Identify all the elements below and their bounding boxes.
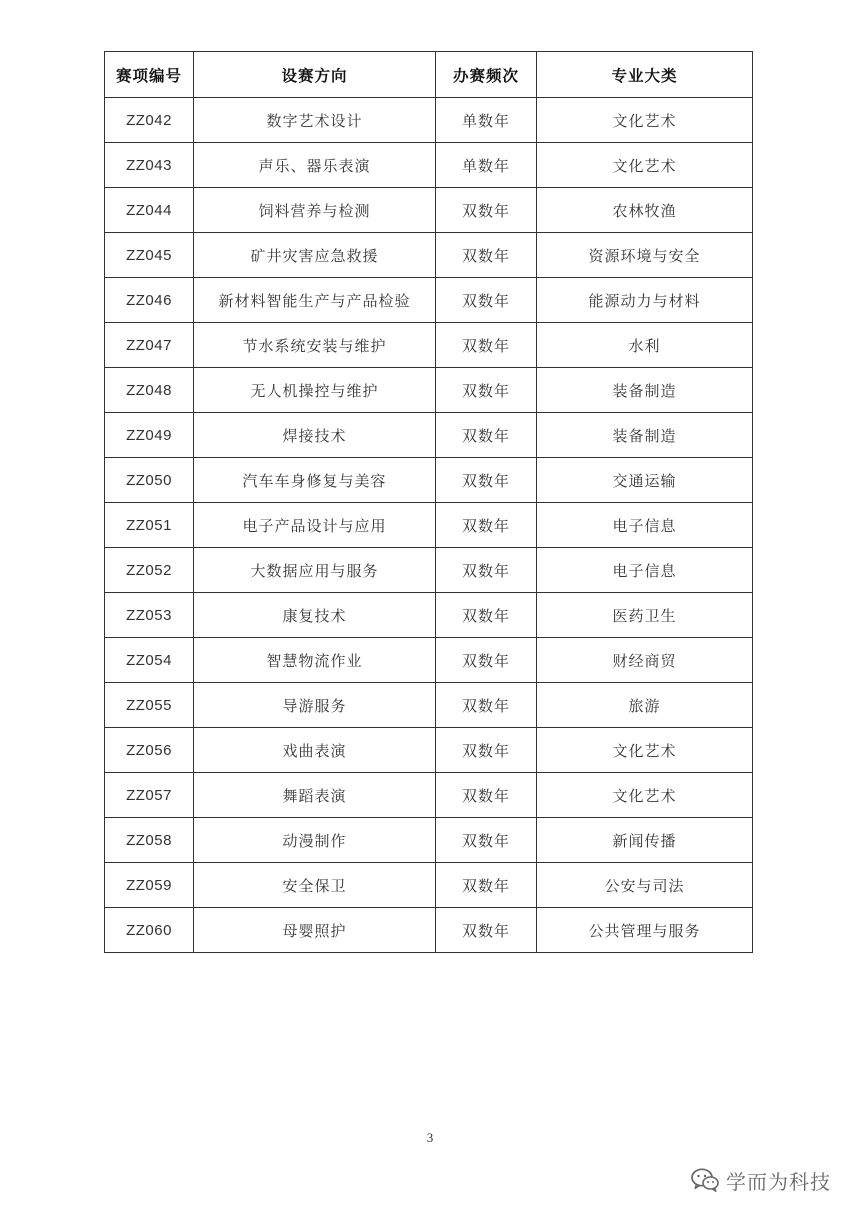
event-code-cell: ZZ042 [105, 98, 194, 143]
major-category-cell: 电子信息 [537, 548, 753, 593]
frequency-cell: 双数年 [436, 233, 537, 278]
event-code-cell: ZZ051 [105, 503, 194, 548]
watermark-text: 学而为科技 [726, 1169, 831, 1194]
event-code-cell: ZZ050 [105, 458, 194, 503]
table-row [105, 773, 753, 818]
event-direction-cell: 导游服务 [194, 683, 436, 728]
header-event-code: 赛项编号 [105, 52, 194, 98]
event-code-cell: ZZ053 [105, 593, 194, 638]
event-direction-cell: 电子产品设计与应用 [194, 503, 436, 548]
event-code-cell: ZZ045 [105, 233, 194, 278]
event-direction-cell: 节水系统安装与维护 [194, 323, 436, 368]
table-row [105, 368, 753, 413]
event-direction-cell: 无人机操控与维护 [194, 368, 436, 413]
major-category-cell: 水利 [537, 323, 753, 368]
major-category-cell: 公共管理与服务 [537, 908, 753, 953]
table-row [105, 413, 753, 458]
event-direction-cell: 安全保卫 [194, 863, 436, 908]
major-category-cell: 医药卫生 [537, 593, 753, 638]
table-row [105, 458, 753, 503]
major-category-cell: 电子信息 [537, 503, 753, 548]
table-row [105, 278, 753, 323]
header-major-category: 专业大类 [537, 52, 753, 98]
event-code-cell: ZZ058 [105, 818, 194, 863]
event-direction-cell: 数字艺术设计 [194, 98, 436, 143]
major-category-cell: 装备制造 [537, 368, 753, 413]
frequency-cell: 双数年 [436, 188, 537, 233]
event-code-cell: ZZ052 [105, 548, 194, 593]
table-row [105, 188, 753, 233]
event-code-cell: ZZ044 [105, 188, 194, 233]
major-category-cell: 文化艺术 [537, 728, 753, 773]
frequency-cell: 双数年 [436, 773, 537, 818]
frequency-cell: 双数年 [436, 683, 537, 728]
event-code-cell: ZZ054 [105, 638, 194, 683]
event-code-cell: ZZ056 [105, 728, 194, 773]
event-direction-cell: 汽车车身修复与美容 [194, 458, 436, 503]
major-category-cell: 交通运输 [537, 458, 753, 503]
event-direction-cell: 智慧物流作业 [194, 638, 436, 683]
event-direction-cell: 大数据应用与服务 [194, 548, 436, 593]
major-category-cell: 旅游 [537, 683, 753, 728]
event-direction-cell: 焊接技术 [194, 413, 436, 458]
table-row [105, 98, 753, 143]
event-code-cell: ZZ059 [105, 863, 194, 908]
frequency-cell: 单数年 [436, 98, 537, 143]
frequency-cell: 双数年 [436, 818, 537, 863]
major-category-cell: 农林牧渔 [537, 188, 753, 233]
major-category-cell: 新闻传播 [537, 818, 753, 863]
major-category-cell: 装备制造 [537, 413, 753, 458]
watermark [690, 1163, 831, 1197]
event-code-cell: ZZ055 [105, 683, 194, 728]
frequency-cell: 双数年 [436, 593, 537, 638]
event-direction-cell: 矿井灾害应急救援 [194, 233, 436, 278]
event-code-cell: ZZ048 [105, 368, 194, 413]
event-direction-cell: 戏曲表演 [194, 728, 436, 773]
major-category-cell: 财经商贸 [537, 638, 753, 683]
table-row [105, 908, 753, 953]
major-category-cell: 资源环境与安全 [537, 233, 753, 278]
event-direction-cell: 康复技术 [194, 593, 436, 638]
event-direction-cell: 新材料智能生产与产品检验 [194, 278, 436, 323]
event-direction-cell: 舞蹈表演 [194, 773, 436, 818]
frequency-cell: 双数年 [436, 908, 537, 953]
major-category-cell: 文化艺术 [537, 98, 753, 143]
frequency-cell: 双数年 [436, 368, 537, 413]
table-row [105, 233, 753, 278]
event-direction-cell: 饲料营养与检测 [194, 188, 436, 233]
wechat-icon [690, 1167, 720, 1193]
table-row [105, 593, 753, 638]
table-row [105, 503, 753, 548]
frequency-cell: 双数年 [436, 548, 537, 593]
frequency-cell: 双数年 [436, 413, 537, 458]
event-direction-cell: 母婴照护 [194, 908, 436, 953]
page-number: 3 [426, 1130, 434, 1145]
table-row [105, 728, 753, 773]
table-row [105, 638, 753, 683]
event-code-cell: ZZ046 [105, 278, 194, 323]
frequency-cell: 双数年 [436, 458, 537, 503]
table-row [105, 863, 753, 908]
major-category-cell: 文化艺术 [537, 143, 753, 188]
table-row [105, 143, 753, 188]
frequency-cell: 双数年 [436, 323, 537, 368]
header-frequency: 办赛频次 [436, 52, 537, 98]
frequency-cell: 双数年 [436, 503, 537, 548]
table-row [105, 683, 753, 728]
event-code-cell: ZZ057 [105, 773, 194, 818]
major-category-cell: 能源动力与材料 [537, 278, 753, 323]
table-row [105, 323, 753, 368]
table-body [105, 98, 753, 953]
header-event-direction: 设赛方向 [194, 52, 436, 98]
major-category-cell: 公安与司法 [537, 863, 753, 908]
frequency-cell: 单数年 [436, 143, 537, 188]
competition-table-wrapper [104, 51, 752, 953]
table-header-row [105, 52, 753, 98]
frequency-cell: 双数年 [436, 638, 537, 683]
table-row [105, 548, 753, 593]
event-code-cell: ZZ049 [105, 413, 194, 458]
event-code-cell: ZZ060 [105, 908, 194, 953]
frequency-cell: 双数年 [436, 728, 537, 773]
frequency-cell: 双数年 [436, 278, 537, 323]
event-code-cell: ZZ047 [105, 323, 194, 368]
event-code-cell: ZZ043 [105, 143, 194, 188]
event-direction-cell: 声乐、器乐表演 [194, 143, 436, 188]
frequency-cell: 双数年 [436, 863, 537, 908]
event-direction-cell: 动漫制作 [194, 818, 436, 863]
major-category-cell: 文化艺术 [537, 773, 753, 818]
competition-table [104, 51, 753, 953]
table-row [105, 818, 753, 863]
